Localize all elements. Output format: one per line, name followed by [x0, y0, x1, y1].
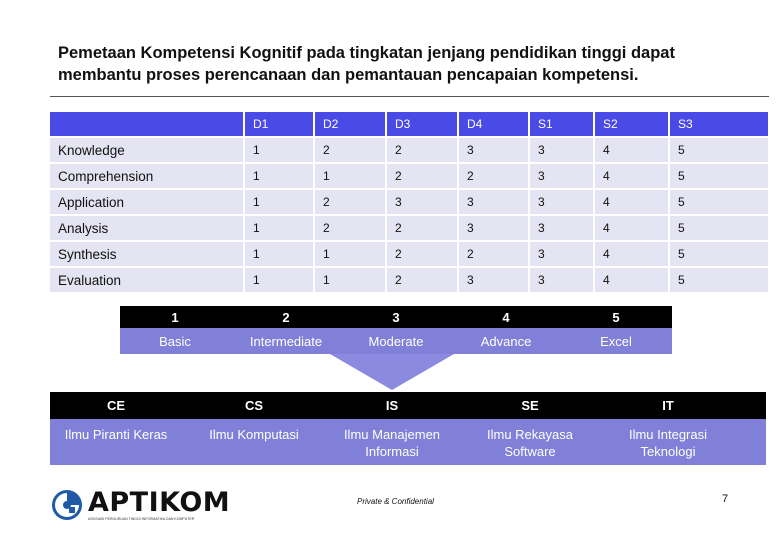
column-header: S1	[530, 112, 593, 136]
row-label: Knowledge	[50, 138, 243, 162]
table-cell: 2	[387, 216, 457, 240]
table-cell: 1	[245, 268, 313, 292]
program-name: Ilmu Rekayasa Software	[487, 427, 573, 459]
program-name: Ilmu Komputasi	[209, 427, 299, 442]
aptikom-logo	[50, 488, 230, 522]
table-cell: 4	[595, 164, 668, 188]
level-name: Moderate	[368, 334, 424, 349]
column-header: D4	[459, 112, 528, 136]
table-cell: 3	[459, 216, 528, 240]
logo-wordmark: APTIKOM	[88, 487, 231, 518]
table-cell: 1	[245, 164, 313, 188]
program-code: IT	[662, 398, 674, 413]
table-cell: 4	[595, 268, 668, 292]
level-number: 5	[612, 310, 620, 325]
title-divider	[50, 96, 769, 97]
table-cell: 3	[387, 190, 457, 214]
table-cell: 2	[387, 138, 457, 162]
table-cell: 3	[459, 268, 528, 292]
program-code: CE	[106, 398, 126, 413]
table-cell: 5	[670, 268, 768, 292]
column-header: S2	[595, 112, 668, 136]
slide-title: Pemetaan Kompetensi Kognitif pada tingkatan jenjang pendidikan tinggi dapat membantu proses perencanaan dan pemantauan pencapaian kompetensi.	[58, 44, 675, 84]
table-cell: 3	[530, 190, 593, 214]
table-cell: 5	[670, 138, 768, 162]
table-cell: 4	[595, 190, 668, 214]
column-header: S3	[670, 112, 768, 136]
header-corner	[50, 112, 243, 136]
table-cell: 5	[670, 242, 768, 266]
table-cell: 1	[245, 216, 313, 240]
confidential-footer: Private & Confidential	[357, 497, 434, 506]
program-name-band	[50, 419, 766, 465]
table-cell: 2	[315, 138, 385, 162]
table-cell: 3	[530, 164, 593, 188]
table-cell: 5	[670, 164, 768, 188]
table-cell: 4	[595, 138, 668, 162]
program-name: Ilmu Integrasi Teknologi	[628, 427, 708, 459]
program-code: IS	[385, 398, 399, 413]
level-number: 3	[392, 310, 400, 325]
table-cell: 4	[595, 242, 668, 266]
table-cell: 2	[387, 268, 457, 292]
column-header: D2	[315, 112, 385, 136]
level-number: 4	[502, 310, 510, 325]
program-code-band	[50, 392, 766, 419]
column-header: D3	[387, 112, 457, 136]
table-cell: 5	[670, 190, 768, 214]
level-name-band	[120, 328, 672, 354]
program-code: SE	[521, 398, 539, 413]
row-label: Application	[50, 190, 243, 214]
table-cell: 1	[315, 164, 385, 188]
table-cell: 2	[459, 242, 528, 266]
page-number: 7	[722, 493, 729, 505]
table-cell: 3	[530, 242, 593, 266]
aptikom-emblem-icon	[50, 488, 84, 522]
row-label: Analysis	[50, 216, 243, 240]
row-label: Synthesis	[50, 242, 243, 266]
row-label: Evaluation	[50, 268, 243, 292]
table-cell: 1	[315, 268, 385, 292]
table-cell: 5	[670, 216, 768, 240]
table-cell: 2	[387, 242, 457, 266]
table-cell: 3	[530, 138, 593, 162]
table-cell: 2	[315, 216, 385, 240]
table-cell: 3	[459, 190, 528, 214]
level-name: Advance	[480, 334, 532, 349]
table-cell: 2	[459, 164, 528, 188]
column-header: D1	[245, 112, 313, 136]
table-cell: 1	[245, 190, 313, 214]
level-number: 2	[282, 310, 290, 325]
logo-subtitle: ASOSIASI PERGURUAN TINGGI INFORMATIKA DAN KOMPUTER	[88, 517, 195, 521]
row-label: Comprehension	[50, 164, 243, 188]
level-name: Basic	[159, 334, 191, 349]
table-cell: 2	[387, 164, 457, 188]
table-cell: 1	[245, 242, 313, 266]
table-cell: 1	[245, 138, 313, 162]
program-code: CS	[244, 398, 264, 413]
table-cell: 4	[595, 216, 668, 240]
table-cell: 1	[315, 242, 385, 266]
table-cell: 3	[530, 216, 593, 240]
table-cell: 3	[459, 138, 528, 162]
program-name: Ilmu Manajemen Informasi	[343, 427, 441, 459]
program-name: Ilmu Piranti Keras	[64, 427, 168, 442]
table-cell: 2	[315, 190, 385, 214]
table-cell: 3	[530, 268, 593, 292]
level-number: 1	[171, 310, 179, 325]
level-name: Intermediate	[249, 334, 323, 349]
down-arrow-icon	[330, 354, 454, 390]
level-number-band	[120, 306, 672, 328]
level-name: Excel	[600, 334, 632, 349]
